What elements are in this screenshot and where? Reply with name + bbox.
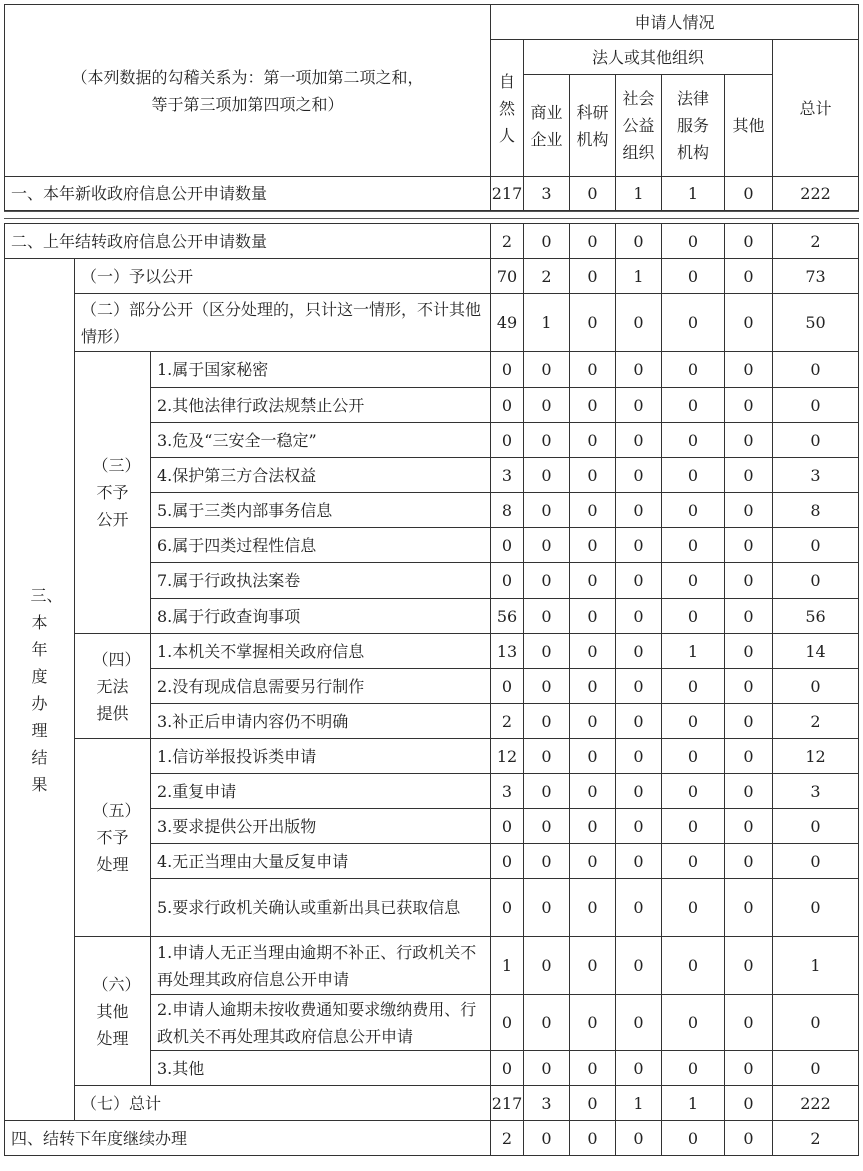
- group-label-text: （五）不予处理: [92, 801, 141, 874]
- cell: 0: [524, 669, 570, 704]
- cell: 0: [570, 774, 616, 809]
- cell: 0: [570, 844, 616, 879]
- cell: 0: [773, 528, 859, 563]
- group-label-text: （三）不予公开: [92, 456, 141, 529]
- cell: 0: [725, 669, 773, 704]
- cell: 0: [616, 294, 662, 352]
- natural-person-header: 自然人: [491, 40, 524, 177]
- formula-note: [5, 5, 491, 177]
- row-label: 1.本机关不掌握相关政府信息: [151, 634, 491, 669]
- section3-label: [5, 259, 75, 1121]
- cell: 0: [616, 563, 662, 599]
- cell: 0: [524, 563, 570, 599]
- row-label: 一、本年新收政府信息公开申请数量: [5, 177, 491, 211]
- cell: 0: [524, 774, 570, 809]
- cell: 0: [725, 388, 773, 423]
- cell: 0: [725, 995, 773, 1051]
- table-row: [5, 739, 859, 774]
- cell: 0: [662, 493, 725, 528]
- cell: 0: [773, 352, 859, 388]
- cell: 0: [616, 493, 662, 528]
- cell: 0: [570, 599, 616, 634]
- applicant-situation-header: 申请人情况: [491, 5, 859, 40]
- cell: 0: [616, 704, 662, 739]
- cell: 49: [491, 294, 524, 352]
- cell: 0: [662, 669, 725, 704]
- cell: 0: [524, 423, 570, 458]
- cell: 0: [570, 704, 616, 739]
- cell: 1: [491, 937, 524, 995]
- cell: 0: [616, 423, 662, 458]
- cell: 2: [491, 1121, 524, 1156]
- cell: 217: [491, 1086, 524, 1121]
- cell: 0: [616, 224, 662, 259]
- cell: 0: [773, 1051, 859, 1086]
- row-label: 3.要求提供公开出版物: [151, 809, 491, 844]
- cell: 0: [570, 458, 616, 493]
- row-label: 1.信访举报投诉类申请: [151, 739, 491, 774]
- row-label: 2.没有现成信息需要另行制作: [151, 669, 491, 704]
- table-row: [5, 177, 859, 211]
- cell: 0: [616, 352, 662, 388]
- table-row: [5, 224, 859, 259]
- formula-note-line1: （本列数据的勾稽关系为：第一项加第二项之和，: [71, 67, 424, 87]
- cell: 0: [491, 844, 524, 879]
- cell: 0: [773, 388, 859, 423]
- cell: 0: [616, 995, 662, 1051]
- cell: 0: [616, 599, 662, 634]
- cell: 0: [773, 563, 859, 599]
- cell: 0: [570, 423, 616, 458]
- row-label: 2.重复申请: [151, 774, 491, 809]
- cell: 222: [773, 177, 859, 211]
- cell: 0: [524, 1121, 570, 1156]
- cell: 0: [616, 774, 662, 809]
- header-table: [4, 4, 859, 211]
- cell: 0: [725, 458, 773, 493]
- cell: 0: [524, 599, 570, 634]
- cell: 222: [773, 1086, 859, 1121]
- cell: 0: [524, 458, 570, 493]
- cell: 0: [725, 774, 773, 809]
- cell: 3: [773, 774, 859, 809]
- cell: 0: [662, 352, 725, 388]
- research-header: 科研机构: [570, 75, 616, 177]
- cell: 0: [662, 879, 725, 937]
- cell: 1: [616, 177, 662, 211]
- cell: 0: [662, 458, 725, 493]
- cell: 1: [662, 634, 725, 669]
- formula-note-line2: 等于第三项加第四项之和）: [151, 94, 344, 114]
- cell: 0: [662, 423, 725, 458]
- cell: 0: [570, 739, 616, 774]
- row-label: 3.其他: [151, 1051, 491, 1086]
- legal-service-header: 法律服务机构: [662, 75, 725, 177]
- row-label: 2.申请人逾期未按收费通知要求缴纳费用、行政机关不再处理其政府信息公开申请: [151, 995, 491, 1051]
- cell: 0: [662, 704, 725, 739]
- cell: 0: [662, 937, 725, 995]
- table-row: [5, 352, 859, 388]
- cell: 0: [524, 224, 570, 259]
- cell: 0: [616, 458, 662, 493]
- cell: 0: [570, 669, 616, 704]
- cell: 8: [491, 493, 524, 528]
- row-label: 5.属于三类内部事务信息: [151, 493, 491, 528]
- cell: 0: [616, 937, 662, 995]
- cell: 0: [524, 704, 570, 739]
- cell: 50: [773, 294, 859, 352]
- cell: 2: [773, 1121, 859, 1156]
- cell: 0: [773, 879, 859, 937]
- cell: 0: [524, 844, 570, 879]
- cell: 0: [773, 669, 859, 704]
- cell: 0: [570, 528, 616, 563]
- table-row: [5, 937, 859, 995]
- cell: 12: [491, 739, 524, 774]
- cell: 0: [524, 995, 570, 1051]
- section3-label-text: 三、本年度办理结果: [30, 585, 63, 794]
- legal-persons-header: 法人或其他组织: [524, 40, 773, 75]
- cell: 0: [570, 879, 616, 937]
- cell: 0: [725, 259, 773, 294]
- cell: 0: [725, 563, 773, 599]
- cell: 0: [570, 634, 616, 669]
- cell: 3: [773, 458, 859, 493]
- row-label: 7.属于行政执法案卷: [151, 563, 491, 599]
- cell: 0: [662, 1051, 725, 1086]
- cell: 0: [662, 995, 725, 1051]
- cell: 0: [725, 879, 773, 937]
- cell: 0: [662, 739, 725, 774]
- row-label: 5.要求行政机关确认或重新出具已获取信息: [151, 879, 491, 937]
- cell: 0: [725, 704, 773, 739]
- group-label: [75, 352, 151, 634]
- cell: 0: [616, 1121, 662, 1156]
- row-label: 4.无正当理由大量反复申请: [151, 844, 491, 879]
- cell: 2: [491, 704, 524, 739]
- cell: 1: [662, 177, 725, 211]
- cell: 2: [773, 704, 859, 739]
- table-row: [5, 294, 859, 352]
- cell: 1: [616, 1086, 662, 1121]
- table-row: [5, 634, 859, 669]
- cell: 0: [524, 493, 570, 528]
- cell: 0: [570, 294, 616, 352]
- cell: 0: [570, 493, 616, 528]
- cell: 0: [662, 259, 725, 294]
- cell: 0: [570, 1121, 616, 1156]
- cell: 0: [616, 634, 662, 669]
- cell: 56: [773, 599, 859, 634]
- cell: 0: [725, 599, 773, 634]
- cell: 2: [491, 224, 524, 259]
- cell: 0: [725, 177, 773, 211]
- row-label: 3.补正后申请内容仍不明确: [151, 704, 491, 739]
- row-label: 2.其他法律行政法规禁止公开: [151, 388, 491, 423]
- cell: 14: [773, 634, 859, 669]
- cell: 0: [491, 1051, 524, 1086]
- table-row: [5, 1086, 859, 1121]
- section-separator: [4, 211, 859, 219]
- row-label: 四、结转下年度继续办理: [5, 1121, 491, 1156]
- cell: 0: [773, 423, 859, 458]
- cell: 0: [570, 388, 616, 423]
- cell: 217: [491, 177, 524, 211]
- cell: 0: [491, 879, 524, 937]
- cell: 0: [570, 1051, 616, 1086]
- cell: 0: [725, 423, 773, 458]
- cell: 0: [662, 388, 725, 423]
- cell: 0: [662, 844, 725, 879]
- cell: 0: [662, 809, 725, 844]
- cell: 0: [725, 739, 773, 774]
- cell: 3: [491, 458, 524, 493]
- cell: 0: [616, 669, 662, 704]
- cell: 0: [570, 177, 616, 211]
- group-label: [75, 937, 151, 1086]
- cell: 8: [773, 493, 859, 528]
- cell: 0: [524, 1051, 570, 1086]
- cell: 2: [773, 224, 859, 259]
- cell: 1: [524, 294, 570, 352]
- row-label: 4.保护第三方合法权益: [151, 458, 491, 493]
- cell: 0: [725, 1121, 773, 1156]
- cell: 0: [773, 995, 859, 1051]
- cell: 0: [491, 423, 524, 458]
- row-label: （七）总计: [75, 1086, 491, 1121]
- results-table: [4, 223, 859, 1156]
- cell: 0: [773, 844, 859, 879]
- cell: 0: [662, 599, 725, 634]
- cell: 0: [570, 224, 616, 259]
- cell: 0: [491, 669, 524, 704]
- cell: 0: [662, 1121, 725, 1156]
- group-label-text: （六）其他处理: [92, 974, 141, 1048]
- cell: 0: [662, 294, 725, 352]
- cell: 3: [524, 177, 570, 211]
- cell: 0: [524, 809, 570, 844]
- cell: 0: [725, 493, 773, 528]
- cell: 0: [524, 879, 570, 937]
- cell: 0: [725, 528, 773, 563]
- commercial-header: 商业企业: [524, 75, 570, 177]
- row-label: 8.属于行政查询事项: [151, 599, 491, 634]
- cell: 0: [616, 1051, 662, 1086]
- cell: 0: [491, 809, 524, 844]
- cell: 3: [524, 1086, 570, 1121]
- row-label: （二）部分公开（区分处理的，只计这一情形，不计其他情形）: [75, 294, 491, 352]
- cell: 56: [491, 599, 524, 634]
- row-label: 二、上年结转政府信息公开申请数量: [5, 224, 491, 259]
- cell: 0: [725, 224, 773, 259]
- cell: 0: [570, 1086, 616, 1121]
- cell: 0: [616, 844, 662, 879]
- total-header: 总计: [773, 40, 859, 177]
- cell: 0: [662, 224, 725, 259]
- group-label-text: （四）无法提供: [92, 649, 141, 723]
- cell: 0: [725, 1086, 773, 1121]
- cell: 1: [662, 1086, 725, 1121]
- cell: 0: [662, 563, 725, 599]
- cell: 0: [725, 1051, 773, 1086]
- group-label: [75, 739, 151, 937]
- cell: 0: [616, 739, 662, 774]
- cell: 0: [491, 352, 524, 388]
- cell: 0: [570, 995, 616, 1051]
- cell: 0: [524, 739, 570, 774]
- table-row: [5, 259, 859, 294]
- cell: 1: [773, 937, 859, 995]
- cell: 0: [725, 352, 773, 388]
- cell: 0: [491, 388, 524, 423]
- cell: 3: [491, 774, 524, 809]
- cell: 13: [491, 634, 524, 669]
- cell: 0: [524, 528, 570, 563]
- cell: 0: [616, 809, 662, 844]
- cell: 0: [725, 294, 773, 352]
- cell: 0: [725, 809, 773, 844]
- cell: 0: [570, 259, 616, 294]
- cell: 0: [491, 995, 524, 1051]
- cell: 0: [524, 352, 570, 388]
- cell: 0: [662, 774, 725, 809]
- cell: 0: [773, 809, 859, 844]
- cell: 0: [491, 528, 524, 563]
- public-welfare-header: 社会公益组织: [616, 75, 662, 177]
- cell: 0: [616, 879, 662, 937]
- cell: 0: [524, 634, 570, 669]
- cell: 0: [725, 634, 773, 669]
- other-header: 其他: [725, 75, 773, 177]
- cell: 73: [773, 259, 859, 294]
- table-row: [5, 1121, 859, 1156]
- cell: 0: [616, 528, 662, 563]
- cell: 0: [662, 528, 725, 563]
- cell: 0: [524, 388, 570, 423]
- cell: 2: [524, 259, 570, 294]
- row-label: 6.属于四类过程性信息: [151, 528, 491, 563]
- cell: 0: [725, 844, 773, 879]
- cell: 1: [616, 259, 662, 294]
- cell: 0: [570, 937, 616, 995]
- cell: 12: [773, 739, 859, 774]
- group-label: [75, 634, 151, 739]
- row-label: 3.危及“三安全一稳定”: [151, 423, 491, 458]
- cell: 0: [570, 563, 616, 599]
- row-label: （一）予以公开: [75, 259, 491, 294]
- cell: 0: [491, 563, 524, 599]
- row-label: 1.属于国家秘密: [151, 352, 491, 388]
- row-label: 1.申请人无正当理由逾期不补正、行政机关不再处理其政府信息公开申请: [151, 937, 491, 995]
- cell: 0: [524, 937, 570, 995]
- cell: 0: [570, 352, 616, 388]
- cell: 0: [570, 809, 616, 844]
- cell: 0: [725, 937, 773, 995]
- cell: 0: [616, 388, 662, 423]
- cell: 70: [491, 259, 524, 294]
